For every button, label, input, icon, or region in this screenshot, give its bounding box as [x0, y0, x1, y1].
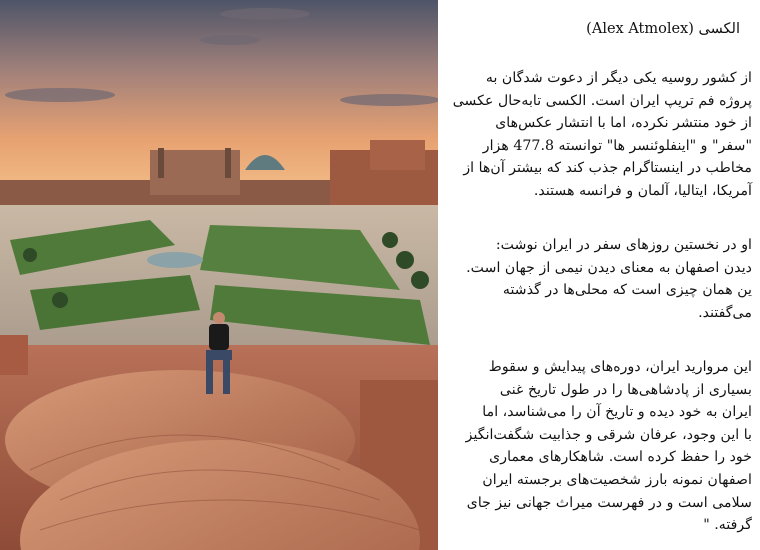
text-line: دیدن اصفهان به معنای دیدن نیمی از جهان است. [466, 259, 752, 276]
text-line: از کشور روسیه یکی دیگر از دعوت شدگان به [485, 70, 752, 86]
paragraph-quote-start [440, 234, 752, 324]
article-text-column [440, 0, 758, 550]
text-line: "سفر" و "اینفلوئنسر ها" توانسته 477.8 هزار [482, 137, 752, 154]
paragraph-history [440, 356, 752, 537]
text-line: از خود منتشر نکرده، اما با انتشار عکس‌های [495, 115, 752, 132]
text-line: او در نخستین روزهای سفر در ایران نوشت: [495, 237, 752, 253]
text-line: با این وجود، عرفان شرقی و جذابیت شگفت‌انگیز [465, 426, 752, 443]
paragraph-intro [440, 67, 752, 203]
text-line: می‌گفتند. [698, 304, 752, 321]
text-line: خود را حفظ کرده است. شاهکارهای معماری [489, 449, 752, 466]
article-title: الکسی (Alex Atmolex) [586, 21, 740, 37]
text-line: پروژه فم تریپ ایران است. الکسی تابه‌حال عکسی [452, 92, 752, 109]
text-line: گرفته. " [703, 517, 752, 534]
text-line: ایران به خود دیده و تاریخ آن را می‌شناسد، اما [482, 404, 752, 421]
text-line: این مروارید ایران، دوره‌های پیدایش و سقوط [488, 359, 752, 375]
text-line: سلامی است و در فهرست میراث جهانی نیز جای [466, 494, 752, 511]
text-line: مخاطب در اینستاگرام جذب کند که بیشتر آن‌ها از [463, 160, 752, 177]
text-line: آمریکا، ایتالیا، آلمان و فرانسه هستند. [533, 182, 752, 199]
text-line: اصفهان نمونه بارز شخصیت‌های برجسته ایران [482, 471, 752, 488]
text-line: بسیاری از پادشاهی‌ها را در طول تاریخ غنی [499, 381, 752, 398]
text-line: ین همان چیزی است که محلی‌ها در گذشته [502, 282, 752, 299]
